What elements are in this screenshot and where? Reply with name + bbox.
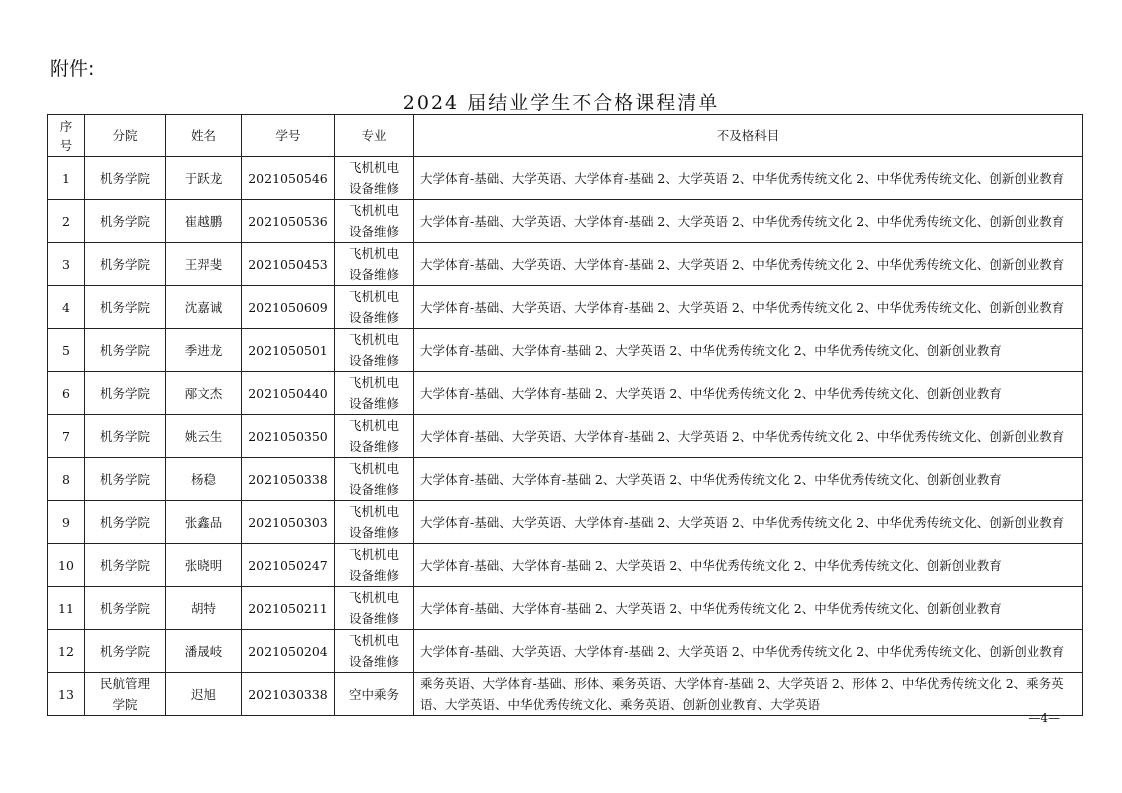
table-row: [48, 501, 1083, 544]
failed-courses: 大学体育-基础、大学体育-基础 2、大学英语 2、中华优秀传统文化 2、中华优秀传统文化、创新创业教育: [414, 329, 1083, 372]
failed-courses-table: [47, 114, 1083, 716]
failed-courses: 大学体育-基础、大学体育-基础 2、大学英语 2、中华优秀传统文化 2、中华优秀传统文化、创新创业教育: [414, 544, 1083, 587]
failed-courses: 大学体育-基础、大学英语、大学体育-基础 2、大学英语 2、中华优秀传统文化 2、中华优秀传统文化、创新创业教育: [414, 243, 1083, 286]
failed-courses: 大学体育-基础、大学英语、大学体育-基础 2、大学英语 2、中华优秀传统文化 2、中华优秀传统文化、创新创业教育: [414, 200, 1083, 243]
student-name: 迟旭: [166, 673, 242, 716]
table-row: [48, 544, 1083, 587]
column-header-college: 分院: [85, 115, 166, 157]
college-cell: 机务学院: [85, 372, 166, 415]
student-id: 2021050350: [242, 415, 335, 458]
college-cell: 机务学院: [85, 243, 166, 286]
table-row: [48, 286, 1083, 329]
table-header-row: [48, 115, 1083, 157]
student-id: 2021050546: [242, 157, 335, 200]
column-header-failed-courses: 不及格科目: [414, 115, 1083, 157]
major-cell: 飞机机电 设备维修: [335, 415, 414, 458]
student-name: 张晓明: [166, 544, 242, 587]
table-row: [48, 243, 1083, 286]
major-cell: 飞机机电 设备维修: [335, 329, 414, 372]
row-number: 3: [48, 243, 85, 286]
row-number: 10: [48, 544, 85, 587]
row-number: 6: [48, 372, 85, 415]
student-name: 于跃龙: [166, 157, 242, 200]
table-row: [48, 587, 1083, 630]
student-name: 季进龙: [166, 329, 242, 372]
major-cell: 飞机机电 设备维修: [335, 458, 414, 501]
student-name: 杨稳: [166, 458, 242, 501]
row-number: 5: [48, 329, 85, 372]
column-header-name: 姓名: [166, 115, 242, 157]
failed-courses: 大学体育-基础、大学英语、大学体育-基础 2、大学英语 2、中华优秀传统文化 2、中华优秀传统文化、创新创业教育: [414, 286, 1083, 329]
failed-courses: 大学体育-基础、大学英语、大学体育-基础 2、大学英语 2、中华优秀传统文化 2、中华优秀传统文化、创新创业教育: [414, 157, 1083, 200]
student-name: 张鑫品: [166, 501, 242, 544]
student-id: 2021050440: [242, 372, 335, 415]
table-row: [48, 673, 1083, 716]
student-id: 2021050338: [242, 458, 335, 501]
student-id: 2021030338: [242, 673, 335, 716]
column-header-student-id: 学号: [242, 115, 335, 157]
major-cell: 飞机机电 设备维修: [335, 200, 414, 243]
major-cell: 飞机机电 设备维修: [335, 501, 414, 544]
student-id: 2021050247: [242, 544, 335, 587]
page-number: —4—: [1028, 711, 1060, 725]
failed-courses: 大学体育-基础、大学体育-基础 2、大学英语 2、中华优秀传统文化 2、中华优秀传统文化、创新创业教育: [414, 372, 1083, 415]
student-id: 2021050501: [242, 329, 335, 372]
row-number: 2: [48, 200, 85, 243]
student-id: 2021050453: [242, 243, 335, 286]
row-number: 1: [48, 157, 85, 200]
college-cell: 机务学院: [85, 501, 166, 544]
row-number: 4: [48, 286, 85, 329]
student-id: 2021050609: [242, 286, 335, 329]
student-name: 沈嘉诚: [166, 286, 242, 329]
college-cell: 机务学院: [85, 286, 166, 329]
college-cell: 机务学院: [85, 157, 166, 200]
student-name: 崔越鹏: [166, 200, 242, 243]
table-row: [48, 458, 1083, 501]
student-id: 2021050536: [242, 200, 335, 243]
failed-courses: 大学体育-基础、大学体育-基础 2、大学英语 2、中华优秀传统文化 2、中华优秀传统文化、创新创业教育: [414, 458, 1083, 501]
table-row: [48, 415, 1083, 458]
row-number: 7: [48, 415, 85, 458]
college-cell: 机务学院: [85, 587, 166, 630]
column-header-no: 序 号: [48, 115, 85, 157]
major-cell: 飞机机电 设备维修: [335, 630, 414, 673]
student-name: 胡特: [166, 587, 242, 630]
college-cell: 机务学院: [85, 200, 166, 243]
table-row: [48, 157, 1083, 200]
student-id: 2021050303: [242, 501, 335, 544]
major-cell: 飞机机电 设备维修: [335, 243, 414, 286]
college-cell: 机务学院: [85, 458, 166, 501]
table-row: [48, 329, 1083, 372]
college-cell: 机务学院: [85, 329, 166, 372]
failed-courses: 大学体育-基础、大学英语、大学体育-基础 2、大学英语 2、中华优秀传统文化 2、中华优秀传统文化、创新创业教育: [414, 630, 1083, 673]
student-id: 2021050204: [242, 630, 335, 673]
row-number: 12: [48, 630, 85, 673]
failed-courses: 大学体育-基础、大学英语、大学体育-基础 2、大学英语 2、中华优秀传统文化 2、中华优秀传统文化、创新创业教育: [414, 415, 1083, 458]
table-row: [48, 200, 1083, 243]
table-row: [48, 372, 1083, 415]
attachment-label: 附件:: [50, 58, 95, 80]
row-number: 8: [48, 458, 85, 501]
major-cell: 飞机机电 设备维修: [335, 157, 414, 200]
failed-courses: 乘务英语、大学体育-基础、形体、乘务英语、大学体育-基础 2、大学英语 2、形体 2、中华优秀传统文化 2、乘务英语、大学英语、中华优秀传统文化、乘务英语、创新创业教育、大学英语: [414, 673, 1083, 716]
table-row: [48, 630, 1083, 673]
failed-courses: 大学体育-基础、大学体育-基础 2、大学英语 2、中华优秀传统文化 2、中华优秀传统文化、创新创业教育: [414, 587, 1083, 630]
row-number: 13: [48, 673, 85, 716]
college-cell: 机务学院: [85, 415, 166, 458]
major-cell: 飞机机电 设备维修: [335, 587, 414, 630]
student-name: 王羿斐: [166, 243, 242, 286]
major-cell: 空中乘务: [335, 673, 414, 716]
student-name: 姚云生: [166, 415, 242, 458]
major-cell: 飞机机电 设备维修: [335, 286, 414, 329]
college-cell: 民航管理 学院: [85, 673, 166, 716]
student-name: 邴文杰: [166, 372, 242, 415]
student-name: 潘晟岐: [166, 630, 242, 673]
major-cell: 飞机机电 设备维修: [335, 372, 414, 415]
college-cell: 机务学院: [85, 630, 166, 673]
failed-courses: 大学体育-基础、大学英语、大学体育-基础 2、大学英语 2、中华优秀传统文化 2、中华优秀传统文化、创新创业教育: [414, 501, 1083, 544]
major-cell: 飞机机电 设备维修: [335, 544, 414, 587]
row-number: 9: [48, 501, 85, 544]
document-title: 2024 届结业学生不合格课程清单: [402, 92, 720, 114]
table-body: [48, 157, 1083, 716]
college-cell: 机务学院: [85, 544, 166, 587]
column-header-major: 专业: [335, 115, 414, 157]
student-id: 2021050211: [242, 587, 335, 630]
row-number: 11: [48, 587, 85, 630]
